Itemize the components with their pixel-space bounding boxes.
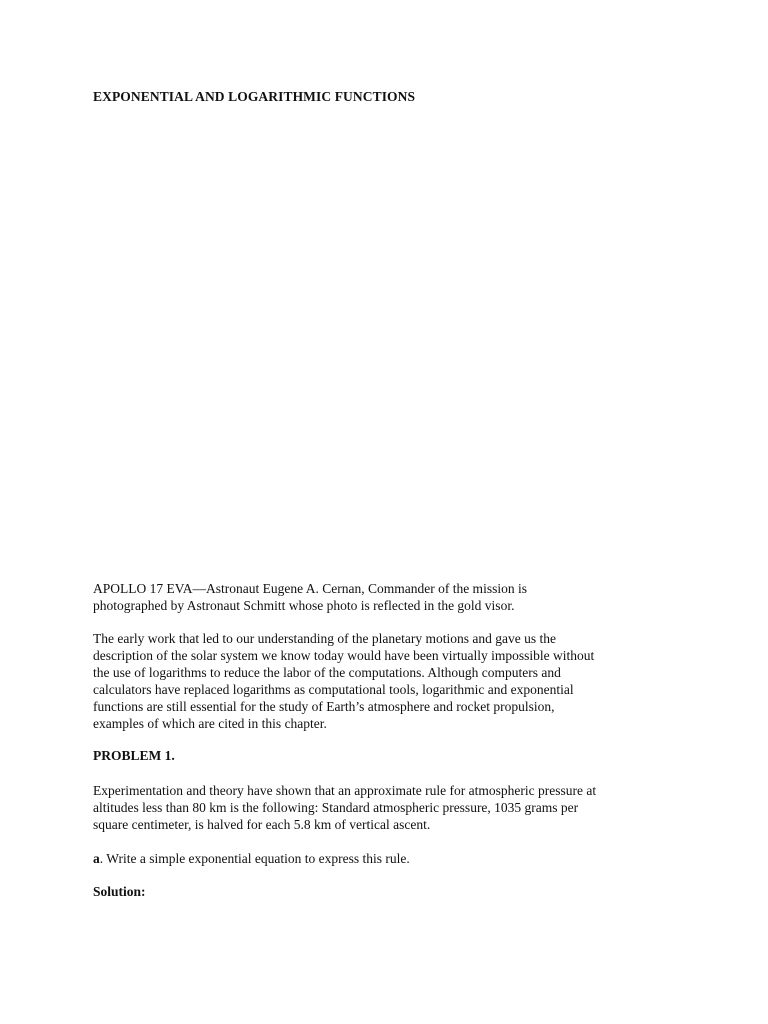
problem-statement: [93, 782, 683, 833]
intro-line: calculators have replaced logarithms as computational tools, logarithmic and exponential: [93, 682, 574, 697]
intro-paragraph: [93, 630, 683, 732]
intro-line: the use of logarithms to reduce the labor of the computations. Although computers and: [93, 665, 561, 680]
intro-line: description of the solar system we know today would have been virtually impossible without: [93, 648, 595, 663]
document-title: EXPONENTIAL AND LOGARITHMIC FUNCTIONS: [93, 89, 416, 104]
problem-line: altitudes less than 80 km is the following: Standard atmospheric pressure, 1035 grams per: [93, 800, 579, 815]
intro-line: examples of which are cited in this chapter.: [93, 716, 327, 731]
part-a-label: a: [93, 851, 100, 866]
photo-area: [93, 120, 675, 560]
photo-caption: [93, 580, 683, 614]
problem-line: Experimentation and theory have shown that an approximate rule for atmospheric pressure at: [93, 783, 597, 798]
part-a-text: . Write a simple exponential equation to express this rule.: [99, 851, 410, 866]
part-a-line: [93, 850, 683, 867]
caption-line: photographed by Astronaut Schmitt whose photo is reflected in the gold visor.: [93, 598, 515, 613]
solution-label: Solution:: [93, 884, 146, 899]
intro-line: functions are still essential for the study of Earth’s atmosphere and rocket propulsion,: [93, 699, 555, 714]
part-a: [93, 850, 683, 867]
problem-line: square centimeter, is halved for each 5.8 km of vertical ascent.: [93, 817, 431, 832]
caption-line: APOLLO 17 EVA—Astronaut Eugene A. Cernan, Commander of the mission is: [93, 581, 527, 596]
intro-line: The early work that led to our understanding of the planetary motions and gave us the: [93, 631, 556, 646]
problem-heading: PROBLEM 1.: [93, 748, 175, 763]
